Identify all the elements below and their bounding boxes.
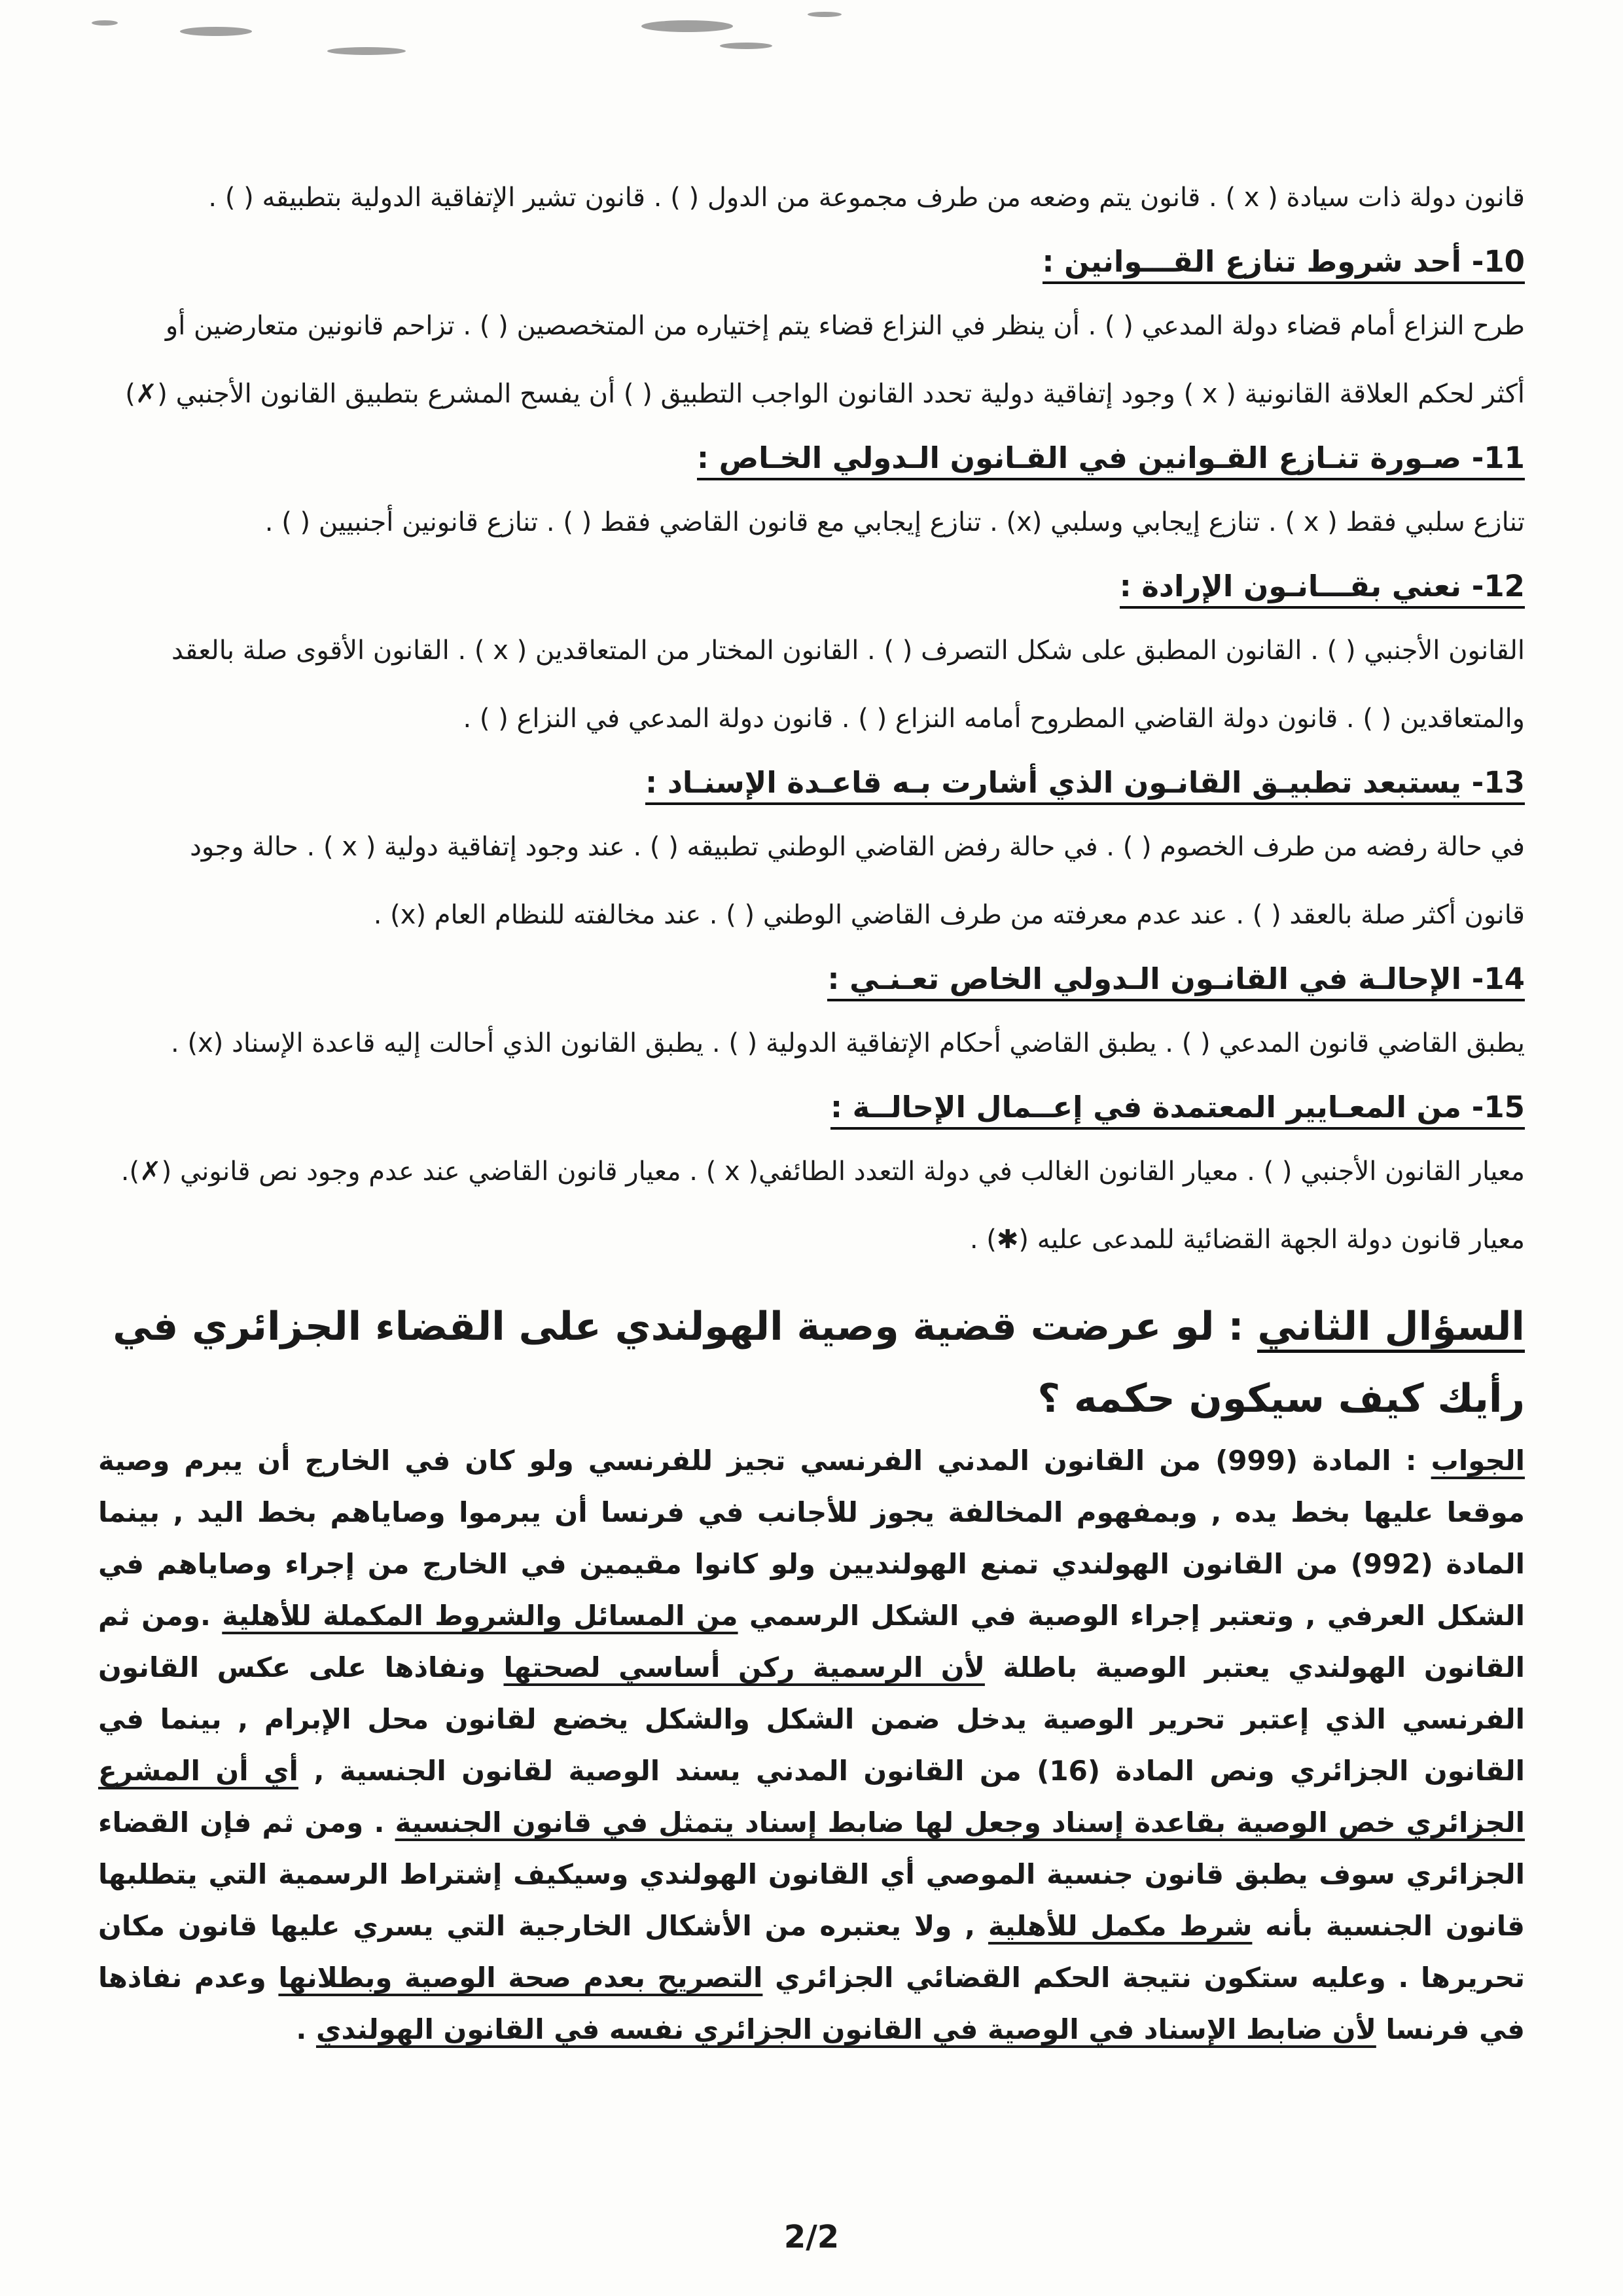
exam-sheet	[98, 164, 1525, 2055]
question-heading	[98, 753, 1525, 813]
answer-options-line: والمتعاقدين ( ) . قانون دولة القاضي المطروح أمامه النزاع ( ) . قانون دولة المدعي في النزاع ( ) .	[463, 704, 1525, 734]
answer-text: , ولا يعتبره من الأشكال الخارجية التي يسري عليها قانون مكان تحريرها . وعليه ستكون نتيجة الحكم القضائي الجزائري	[98, 1910, 1525, 1994]
answer-text: ونفاذها على عكس القانون الفرنسي الذي إعتبر تحرير الوصية يدخل ضمن الشكل والشكل يخضع لقانون محل الإبرام , بينما في القانون الجزائري ونص المادة (16) من القانون المدني يسند الوصية لقانون الجنسية ,	[98, 1651, 1525, 1787]
underlined-phrase: أي أن المشرع الجزائري خص الوصية بقاعدة إسناد وجعل لها ضابط إسناد يتمثل في قانون الجنسية	[98, 1755, 1525, 1839]
underlined-phrase: شرط مكمل للأهلية	[988, 1910, 1253, 1942]
answer-options-line: قانون دولة ذات سيادة ( x ) . قانون يتم وضعه من طرف مجموعة من الدول ( ) . قانون تشير الإتفاقية الدولية بتطبيقه ( ) .	[208, 183, 1525, 213]
answer-options-line: القانون الأجنبي ( ) . القانون المطبق على شكل التصرف ( ) . القانون المختار من المتعاقدين ( x ) . القانون الأقوى صلة بالعقد	[171, 636, 1525, 666]
underlined-phrase: من المسائل والشروط المكملة للأهلية	[222, 1600, 738, 1632]
underlined-phrase: التصريح بعدم صحة الوصية وبطلانها	[278, 1962, 763, 1994]
question-heading	[98, 232, 1525, 292]
answer-label: الجواب	[1431, 1444, 1525, 1477]
answer-options-line: معيار قانون دولة الجهة القضائية للمدعى عليه (✱) .	[969, 1225, 1525, 1255]
answer-options-line: معيار القانون الأجنبي ( ) . معيار القانون الغالب في دولة التعدد الطائفي( x ) . معيار قانون القاضي عند عدم وجود نص قانوني (✗).	[120, 1157, 1525, 1187]
question-heading-text: 10- أحد شروط تنازع القـــوانين :	[1043, 244, 1525, 284]
question-heading	[98, 428, 1525, 488]
answer-options-line: قانون أكثر صلة بالعقد ( ) . عند عدم معرفته من طرف القاضي الوطني ( ) . عند مخالفته للنظام العام (x) .	[373, 900, 1525, 930]
question-2-label: السؤال الثاني	[1257, 1304, 1525, 1353]
answer-options-line: أكثر لحكم العلاقة القانونية ( x ) وجود إتفاقية دولية تحدد القانون الواجب التطبيق ( ) أن يفسح المشرع بتطبيق القانون الأجنبي (✗)	[125, 379, 1525, 409]
question-heading	[98, 1077, 1525, 1138]
answer-options-line: طرح النزاع أمام قضاء دولة المدعي ( ) . أن ينظر في النزاع قضاء يتم إختياره من المتخصصين ( ) . تزاحم قانونين متعارضين أو	[165, 311, 1525, 341]
answer-paragraph	[98, 1435, 1525, 2055]
scan-artifact-top	[0, 0, 1623, 79]
answer-text: .	[296, 2013, 316, 2045]
question-heading	[98, 949, 1525, 1009]
question-heading-text: 14- الإحالـة في القانـون الـدولي الخاص تعـنـي :	[827, 961, 1525, 1001]
answer-text: .ومن ثم القانون الهولندي يعتبر الوصية باطلة	[98, 1600, 1525, 1683]
underlined-phrase: لأن ضابط الإسناد في الوصية في القانون الجزائري نفسه في القانون الهولندي	[315, 2013, 1376, 2045]
answer-text: وعدم نفاذها في فرنسا	[98, 1962, 1525, 2045]
question-heading-text: 13- يستبعد تطبيـق القانـون الذي أشارت بـه قاعـدة الإسنـاد :	[645, 765, 1525, 805]
answer-options-line: في حالة رفضه من طرف الخصوم ( ) . في حالة رفض القاضي الوطني تطبيقه ( ) . عند وجود إتفاقية دولية ( x ) . حالة وجود	[190, 832, 1525, 862]
question-2	[98, 1291, 1525, 1435]
underlined-phrase: لأن الرسمية ركن أساسي لصحتها	[503, 1651, 985, 1683]
question-2-text: : لو عرضت قضية وصية الهولندي على القضاء الجزائري في رأيك كيف سيكون حكمه ؟	[113, 1304, 1525, 1422]
question-heading-text: 11- صـورة تنـازع القـوانين في القـانون الـدولي الخـاص :	[697, 440, 1525, 480]
answer-options-line: يطبق القاضي قانون المدعي ( ) . يطبق القاضي أحكام الإتفاقية الدولية ( ) . يطبق القانون الذي أحالت إليه قاعدة الإسناد (x) .	[171, 1028, 1525, 1058]
question-heading-text: 12- نعني بقـــانـون الإرادة :	[1120, 569, 1525, 609]
answer-text: . ومن ثم فإن القضاء الجزائري سوف يطبق قانون جنسية الموصي أي القانون الهولندي وسيكيف إشتراط الرسمية التي يتطلبها قانون الجنسية بأنه	[98, 1806, 1525, 1942]
answer-text: : المادة (999) من القانون المدني الفرنسي تجيز للفرنسي ولو كان في الخارج أن يبرم وصية موقعا عليها بخط يده , وبمفهوم المخالفة يجوز للأجانب في فرنسا أن يبرموا وصاياهم بخط اليد , بينما المادة (992) من القانون الهولندي تمنع الهولنديين ولو كانوا مقيمين في الخارج من إجراء وصاياهم في الشكل العرفي , وتعتبر إجراء الوصية في الشكل الرسمي	[98, 1444, 1525, 1632]
question-heading	[98, 556, 1525, 617]
page-number: 2/2	[783, 2219, 840, 2255]
mcq-section	[98, 164, 1525, 1274]
answer-options-line: تنازع سلبي فقط ( x ) . تنازع إيجابي وسلبي (x) . تنازع إيجابي مع قانون القاضي فقط ( ) . تنازع قانونين أجنبيين ( ) .	[264, 507, 1525, 537]
question-heading-text: 15- من المعـايير المعتمدة في إعــمال الإحالــة :	[830, 1090, 1525, 1130]
